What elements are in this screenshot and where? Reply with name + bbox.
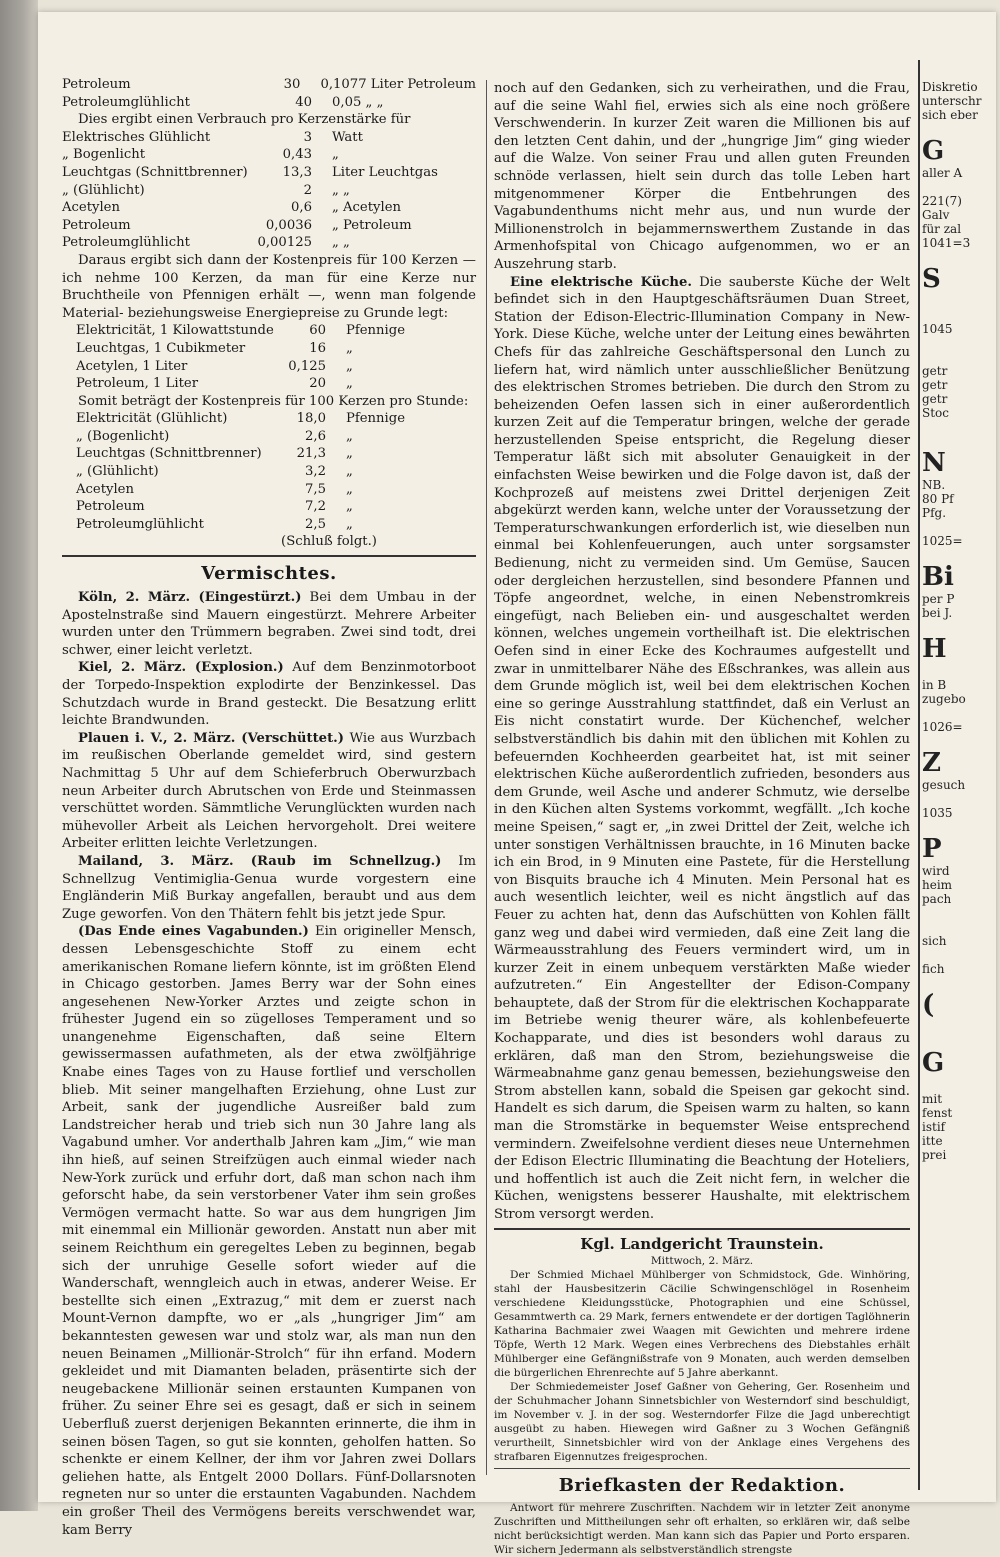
divider [494, 1228, 910, 1230]
row-value: 40 [295, 94, 312, 110]
fragment-line: sich [922, 934, 947, 948]
fragment-line: getr [922, 364, 948, 378]
row-label: Petroleumglühlicht [62, 235, 190, 251]
table-petroleum-consumption [62, 76, 476, 111]
adjacent-page-fragment [922, 80, 982, 1500]
intro-cost-per-hour: Somit beträgt der Kostenpreis für 100 Kerzen pro Stunde: [78, 393, 469, 409]
fragment-line: Galv [922, 208, 950, 222]
fragment-line: wird [922, 864, 950, 878]
table-row [62, 234, 476, 252]
fragment-line: Z [922, 748, 941, 778]
article-body: Wie aus Wurzbach im reußischen Oberlande gemeldet wird, sind gestern Nachmittag 5 Uhr auf dem Schieferbruch Oberwurzbach neun Arbeiter durch Abrutschen von Erde und Steinmassen verschüttet worden. Sämmtliche Verunglückten wurden nach mühevoller Arbeit als Leichen hervorgeholt. Drei weitere Arbeiter erlitten leichte Verletzungen. [62, 730, 476, 852]
row-unit: Liter Leuchtgas [332, 164, 438, 180]
row-unit: Pfennige [346, 411, 406, 427]
fragment-line: 1025= [922, 534, 963, 548]
row-unit: „ Acetylen [332, 200, 402, 216]
row-value: 21,3 [296, 446, 326, 462]
article-lead: Plauen i. V., 2. März. (Verschüttet.) [78, 730, 344, 746]
book-binding [0, 0, 38, 1511]
row-value: 0,00125 [257, 235, 312, 251]
fragment-line: 1035 [922, 806, 953, 820]
row-value: 20 [309, 376, 326, 392]
row-label: Petroleumglühlicht [76, 516, 204, 532]
fragment-line: 221(7) [922, 194, 962, 208]
article-lead: Mailand, 3. März. (Raub im Schnellzug.) [78, 853, 442, 869]
table-row [62, 217, 476, 235]
section-heading-vermischtes: Vermischtes. [201, 563, 337, 585]
row-value: 2,5 [305, 516, 326, 532]
article-plauen [62, 730, 476, 853]
fragment-line [922, 948, 962, 962]
court-date: Mittwoch, 2. März. [650, 1254, 754, 1267]
table-row [76, 463, 476, 481]
row-label: Acetylen [62, 200, 120, 216]
table-row [76, 481, 476, 499]
row-value: 2,6 [305, 428, 326, 444]
fragment-line: fich [922, 962, 945, 976]
fragment-line [922, 420, 962, 434]
fragment-line [922, 1020, 962, 1034]
fragment-line: ( [922, 990, 935, 1020]
fragment-line [922, 976, 962, 990]
row-unit: „ [346, 499, 353, 515]
row-value: 0,43 [282, 147, 312, 163]
table-row [76, 375, 476, 393]
fragment-line: istif [922, 1120, 946, 1134]
table-row [76, 445, 476, 463]
section-heading-briefkasten: Briefkasten der Redaktion. [558, 1474, 846, 1496]
fragment-line: pach [922, 892, 952, 906]
fragment-line [922, 734, 962, 748]
column-rule [486, 80, 487, 1475]
table-row [62, 146, 476, 164]
table-row [76, 340, 476, 358]
fragment-line: mit [922, 1092, 943, 1106]
article-koeln [62, 589, 476, 659]
fragment-line [922, 122, 962, 136]
fragment-line: bei J. [922, 606, 953, 620]
fragment-line: 1041=3 [922, 236, 971, 250]
row-unit: „ [346, 428, 353, 444]
row-unit: „ [346, 481, 353, 497]
row-label: Petroleum [62, 77, 131, 92]
row-label: Petroleum [62, 217, 131, 233]
fragment-line: prei [922, 1148, 947, 1162]
row-value: 13,3 [282, 164, 312, 180]
article-body: Die sauberste Küche der Welt befindet sich in den Hauptgeschäftsräumen Duan Street, Station der Edison-Electric-Illumination Company in New-York. Diese Küche, welche unter der Leitung eines bewährten Chefs für das zahlreiche Geschäftspersonal den Lunch zu liefern hat, wird nämlich unter ausschließlicher Benützung des elektrischen Stromes betrieben. Die durch den Strom zu beheizenden Oefen lassen sich in einer außerordentlich kurzen Zeit auf die Temperatur bringen, welche der gerade herzustellenden Speise entspricht, die Regelung dieser Temperatur läßt sich mit absoluter Genauigkeit in der einfachsten Weise bewirken und die Folge davon ist, daß der Kochprozeß auf meistens zwei Drittel derjenigen Zeit abgekürzt werden kann, welche unter der Voraussetzung der Temperaturschwankungen erforderlich ist, wie dieselben nun einmal bei Kohlenfeuerungen, auch unter sorgsamster Bedienung, nicht zu vermeiden sind. Um Gemüse, Saucen oder dergleichen herzustellen, sind besondere Pfannen und Töpfe angeordnet, welche, in einen Nebenstromkreis eingefügt, nach Belieben ein- und ausgeschaltet werden können, welches ungemein vortheilhaft ist. Die elektrischen Oefen sind in einer Ecke des Kochraumes aufgestellt und zwar in unmittelbarer Nähe des Eßschrankes, was allein aus dem Grunde möglich ist, weil bei dem elektrischen Kochen eine so geringe Ausstrahlung stattfindet, daß ein Verlust an Eis nicht constatirt wurde. Der Küchenchef, welcher selbstverständlich bis dahin mit den üblichen mit Kohlen zu befeuernden Kochheerden gearbeitet hat, ist mit seiner elektrischen Küche außerordentlich zufrieden, besonders aus dem Grunde, weil Asche und anderer Schmutz, wie derselbe in den Küchen alten Systems vorkommt, wegfällt. „Ich koche meine Speisen,“ sagt er, „in zwei Drittel der Zeit, welche ich unter sonstigen Verhältnissen brauchte, in 16 Minuten backe ich ein Brod, in 9 Minuten eine Pastete, für die Herstellung von Bisquits brauche ich 4 Minuten. Mein Personal hat es auch wesentlich leichter, weil es nicht ängstlich auf das Feuer zu achten hat, denn das Aufschütten von Kohlen fällt ganz weg und dabei wird vermieden, daß eine Zeit lang die Wärmeausstrahlung des Feuers vermindert wird, um in kurzer Zeit in einem unbequem verstärkten Maße wieder aufzutreten.“ Ein Angestellter der Edison-Company behauptete, daß der Strom für die elektrischen Kochapparate im Betriebe wenig theurer wäre, als kohlenbefeuerte Kochapparate, und dies ist besonders wohl daraus zu erklären, daß man den Strom, beziehungsweise die Wärmeabnahme ganz genau bemessen, beziehungsweise den Strom abstellen kann, sobald die Speisen gar gekocht sind. Handelt es sich darum, die Speisen warm zu halten, so kann man die Stromstärke in bequemster Weise entsprechend vermindern. Zweifelsohne verdient dieses neue Unternehmen der Edison Electric Illuminating die Beachtung der Hoteliers, und hoffentlich ist auch die Zeit nicht fern, in welcher die Küchen, wenigstens besserer Haushalte, mit elektrischem Strom versorgt werden. [494, 274, 910, 1222]
row-label: Elektricität (Glühlicht) [76, 411, 228, 427]
page-edge-rule [918, 60, 920, 1490]
table-row [62, 94, 476, 112]
article-mailand [62, 853, 476, 923]
fragment-line: 1045 [922, 322, 953, 336]
fragment-line: für zal [922, 222, 962, 236]
row-value: 3,2 [305, 464, 326, 480]
fragment-line: sich eber [922, 108, 978, 122]
para-cost-prices: Daraus ergibt sich dann der Kostenpreis für 100 Kerzen — ich nehme 100 Kerzen, da man für eine Kerze nur Bruchtheile von Pfennigen erhält —, wenn man folgende Material- beziehungsweise Energiepreise zu Grunde legt: [62, 252, 476, 321]
table-row [62, 129, 476, 147]
column-left [62, 76, 476, 1539]
divider [494, 1468, 910, 1469]
fragment-line: Diskretio [922, 80, 978, 94]
table-cost-per-hour [62, 410, 476, 533]
divider [62, 555, 476, 557]
article-body: Auf dem Benzinmotorboot der Torpedo-Inspektion explodirte der Benzinkessel. Das Schutzdach wurde in Brand gesteckt. Die Besatzung erlitt leichte Brandwunden. [62, 660, 476, 729]
article-kueche [494, 274, 910, 1224]
table-consumption-per-candle [62, 129, 476, 252]
row-value: 18,0 [296, 411, 326, 427]
row-unit: „ „ [332, 235, 350, 251]
fragment-line: H [922, 634, 947, 664]
row-label: Elektrisches Glühlicht [62, 129, 211, 145]
article-lead: Eine elektrische Küche. [510, 274, 692, 290]
row-unit: „ [332, 147, 339, 163]
row-unit: Pfennige [346, 323, 406, 339]
row-label: „ Bogenlicht [62, 147, 146, 163]
article-body: Ein origineller Mensch, dessen Lebensgeschichte Stoff zu einem echt amerikanischen Romane liefern könnte, ist im größten Elend in Chicago gestorben. James Berry war der Sohn eines angesehenen New-Yorker Arztes und zeigte schon in frühester Jugend ein so zügelloses Temperament und so unangenehme Eigenschaften, daß seine Eltern gewissermassen aufathmeten, als der etwa zwölfjährige Knabe eines Tages von zu Hause fortlief und verschollen blieb. Mit seiner mangelhaften Erziehung, ohne Lust zur Arbeit, sank der jugendliche Ausreißer bald zum Landstreicher herab und trieb sich nun 30 Jahre lang als Vagabund umher. Vor anderthalb Jahren kam „Jim,“ wie man ihn hieß, auf seinen Streifzügen auch einmal wieder nach New-York zurück und erfuhr dort, daß man schon nach ihm geforscht habe, da sein verstorbener Vater ihm sein großes Vermögen vermacht hatte. So war aus dem hungrigen Jim mit einemmal ein Millionär geworden. Anstatt nun aber mit seinem Reichthum ein geregeltes Leben zu beginnen, begab sich der unruhige Geselle sofort wieder auf die Wanderschaft, wenngleich auch in etwas, anderer Weise. Er bestellte sich einen „Extrazug,“ mit dem er zuerst nach Mount-Vernon dampfte, wo er „als „hungriger Jim“ am bekanntesten gewesen war und stolz war, als man nun den neuen Beinamen „Millionär-Strolch“ für ihn erfand. Modern gekleidet und mit Diamanten beladen, präsentirte sich der neugebackene Millionär seinen erstaunten Kumpanen von früher. Zu seiner Ehre sei es gesagt, daß er sich in seinem Ueberfluß zuerst derjenigen Bekannten erinnerte, die ihm in seinen bösen Tagen, so gut sie konnten, geholfen hatten. So schenkte er einem Kellner, der ihm vor Jahren zwei Dollars geliehen hatte, als Entgelt 2000 Dollars. Fünf-Dollarsnoten regneten nur so unter die erstaunten Vagabunden. Nachdem ein großer Theil des Vermögens bereits verschwendet war, kam Berry [62, 924, 477, 1538]
fragment-line [922, 920, 962, 934]
fragment-line [922, 792, 962, 806]
article-body: Bei dem Umbau in der Apostelnstraße sind Mauern eingestürzt. Mehrere Arbeiter wurden unter den Trümmern begraben. Zwei sind todt, drei schwer, einer leicht verletzt. [62, 590, 476, 658]
fragment-line: N [922, 448, 946, 478]
row-unit: „ [346, 446, 353, 462]
fragment-line: aller A [922, 166, 963, 180]
article-lead: (Das Ende eines Vagabunden.) [78, 924, 309, 940]
row-value: 60 [309, 323, 326, 339]
table-row [76, 410, 476, 428]
fragment-line [922, 906, 962, 920]
row-unit: 0,1077 Liter Petroleum [320, 77, 476, 92]
table-row [76, 428, 476, 446]
table-row [62, 182, 476, 200]
fragment-line: Pfg. [922, 506, 947, 520]
fragment-line [922, 664, 962, 678]
row-unit: „ [346, 358, 353, 374]
row-unit: „ [346, 516, 353, 532]
row-value: 7,2 [305, 499, 326, 515]
fragment-line: getr [922, 392, 948, 406]
table-row [62, 199, 476, 217]
intro-consumption: Dies ergibt einen Verbrauch pro Kerzenstärke für [78, 112, 411, 128]
row-label: Acetylen [76, 481, 134, 497]
fragment-line [922, 548, 962, 562]
fragment-line: S [922, 264, 941, 294]
row-unit: Watt [332, 129, 363, 145]
table-row [76, 498, 476, 516]
table-row [76, 322, 476, 340]
row-value: 3 [303, 129, 312, 145]
row-unit: 0,05 „ „ [332, 94, 384, 110]
fragment-line: zugebo [922, 692, 966, 706]
fragment-line: unterschr [922, 94, 982, 108]
column-middle [494, 80, 910, 1557]
row-unit: „ [346, 464, 353, 480]
fragment-line: heim [922, 878, 953, 892]
row-value: 0,6 [291, 200, 312, 216]
row-label: Acetylen, 1 Liter [76, 358, 188, 374]
fragment-line: P [922, 834, 942, 864]
row-label: „ (Bogenlicht) [76, 428, 170, 444]
article-body: Im Schnellzug Ventimiglia-Genua wurde vorgestern eine Engländerin Miß Burkay angefallen, beraubt und aus dem Zuge geworfen. Von den Thätern fehlt bis jetzt jede Spur. [62, 853, 476, 922]
article-vagabund [62, 923, 476, 1539]
row-value: 0,0036 [265, 217, 312, 233]
fragment-line [922, 434, 962, 448]
table-row [62, 164, 476, 182]
table-row [76, 516, 476, 534]
row-unit: „ [346, 376, 353, 392]
fragment-line: NB. [922, 478, 946, 492]
article-lead: Köln, 2. März. (Eingestürzt.) [78, 590, 302, 606]
fragment-line: itte [922, 1134, 943, 1148]
row-label: Leuchtgas (Schnittbrenner) [62, 164, 248, 180]
fragment-line: gesuch [922, 778, 966, 792]
row-value: 7,5 [305, 481, 326, 497]
row-label: „ (Glühlicht) [62, 182, 145, 198]
fragment-line: G [922, 136, 945, 166]
table-energy-prices [62, 322, 476, 392]
table-row [62, 76, 476, 94]
court-case-1: Der Schmied Michael Mühlberger von Schmidstock, Gde. Winhöring, stahl der Hausbesitzerin Cäcilie Schwingenschlögel in Rosenheim verschiedene Kleidungsstücke, Photographien und eine Schüssel, Gesammtwerth ca. 29 Mark, ferners entwendete er der dortigen Taglöhnerin Katharina Bachmaier zwei Waagen mit Gewichten und mehrere irdene Töpfe, Werth 12 Mark. Wegen eines Verbrechens des Diebstahles erhält Mühlberger eine Gefängnißstrafe von 9 Monaten, auch werden demselben die bürgerlichen Ehrenrechte auf 5 Jahre aberkannt. [494, 1268, 910, 1379]
row-label: „ (Glühlicht) [76, 464, 159, 480]
row-label: Elektricität, 1 Kilowattstunde [76, 323, 274, 339]
row-unit: „ Petroleum [332, 217, 412, 233]
article-kiel [62, 659, 476, 729]
court-case-2: Der Schmiedemeister Josef Gaßner von Gehering, Ger. Rosenheim und der Schuhmacher Johann Sinnetsbichler von Westerndorf sind beschuldigt, im November v. J. in der sog. Westerndorfer Filze die Jagd unberechtigt ausgeübt zu haben. Hiewegen wird Gaßner zu 3 Wochen Gefängniß verurtheilt, Sinnetsbichler wird von der Anklage eines Vergehens des strafbaren Eigennutzes freigesprochen. [494, 1380, 910, 1463]
fragment-line: G [922, 1048, 945, 1078]
court-heading: Kgl. Landgericht Traunstein. [580, 1234, 824, 1253]
fragment-line [922, 620, 962, 634]
to-be-continued: (Schluß folgt.) [281, 534, 377, 550]
fragment-line: 1026= [922, 720, 963, 734]
fragment-line: 80 Pf [922, 492, 954, 506]
row-value: 0,125 [288, 358, 326, 374]
fragment-line: in B [922, 678, 947, 692]
row-label: Petroleum, 1 Liter [76, 376, 198, 392]
fragment-line [922, 1078, 962, 1092]
fragment-line [922, 294, 962, 308]
row-value: 30 [283, 77, 301, 92]
fragment-line: per P [922, 592, 955, 606]
article-vagabund-continued: noch auf den Gedanken, sich zu verheirathen, und die Frau, auf die seine Wahl fiel, erwies sich als eine noch größere Verschwenderin. In kurzer Zeit waren die Millionen bis auf den letzten Cent dahin, und der „hungrige Jim“ ging wieder auf die Walze. Von seiner Frau und allen guten Freunden schnöde verlassen, hielt sein durch das tolle Leben hart mitgenommener Körper die Entbehrungen des Vagabundenthums nicht mehr aus, und nun wurde der Millionenstrolch in bejammernswerthem Zustande in das Armenhofspital von Chicago aufgenommen, wo er an Auszehrung starb. [494, 81, 910, 272]
fragment-line [922, 308, 962, 322]
fragment-line: fenst [922, 1106, 953, 1120]
table-row [76, 358, 476, 376]
row-label: Petroleumglühlicht [62, 94, 190, 110]
fragment-line [922, 1034, 962, 1048]
fragment-line [922, 520, 962, 534]
article-lead: Kiel, 2. März. (Explosion.) [78, 660, 284, 676]
row-value: 16 [309, 340, 326, 356]
row-unit: „ [346, 340, 353, 356]
fragment-line [922, 706, 962, 720]
row-label: Leuchtgas, 1 Cubikmeter [76, 340, 246, 356]
row-value: 2 [303, 182, 312, 198]
fragment-line: Stoc [922, 406, 949, 420]
row-unit: „ „ [332, 182, 350, 198]
row-label: Leuchtgas (Schnittbrenner) [76, 446, 262, 462]
fragment-line [922, 350, 962, 364]
fragment-line [922, 820, 962, 834]
fragment-line: getr [922, 378, 948, 392]
letterbox-text: Antwort für mehrere Zuschriften. Nachdem wir in letzter Zeit anonyme Zuschriften und Mittheilungen sehr oft erhalten, so erklären wir, daß selbe nicht berücksichtigt werden. Man kann sich das Papier und Porto ersparen. Wir sichern Jedermann als selbstverständlich strengste [494, 1501, 910, 1556]
row-label: Petroleum [76, 499, 145, 515]
fragment-line [922, 336, 962, 350]
fragment-line [922, 180, 962, 194]
fragment-line: Bi [922, 562, 954, 592]
fragment-line [922, 250, 962, 264]
